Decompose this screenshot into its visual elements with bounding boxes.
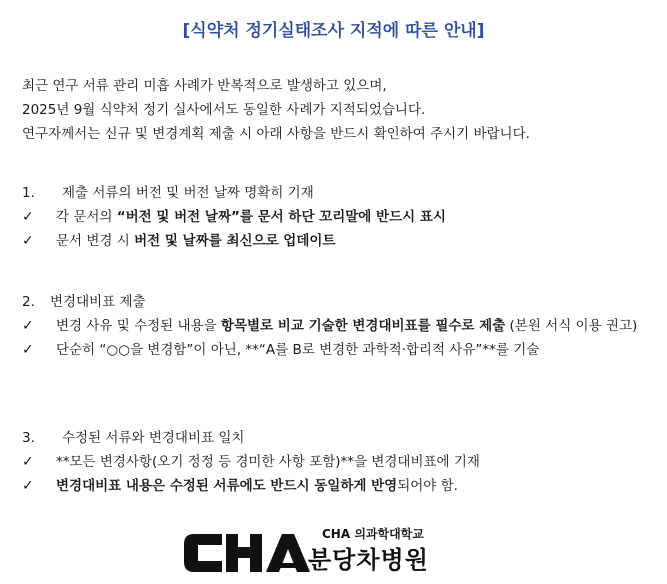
- list-item: [22, 229, 662, 253]
- item-text: 변경 사유 및 수정된 내용을 항목별로 비교 기술한 변경대비표를 필수로 제출 (본원 서식 이용 권고): [56, 318, 638, 334]
- checkmark-icon: ✓: [22, 342, 34, 358]
- section-1: [22, 181, 662, 253]
- logo-subtitle: CHA 의과학대학교: [322, 527, 424, 541]
- section-title: 변경대비표 제출: [50, 294, 146, 310]
- intro-line: 2025년 9월 식약처 정기 실사에서도 동일한 사례가 지적되었습니다.: [22, 102, 426, 118]
- section-number: 2.: [22, 294, 35, 310]
- list-item: [22, 314, 662, 338]
- checkmark-icon: ✓: [22, 233, 34, 249]
- list-item: [22, 338, 662, 362]
- page-title: [식약처 정기실태조사 지적에 따른 안내]: [182, 21, 485, 41]
- list-item: [22, 205, 662, 229]
- list-item: [22, 474, 662, 498]
- checkmark-icon: ✓: [22, 478, 34, 494]
- section-2: [22, 290, 662, 362]
- checkmark-icon: ✓: [22, 318, 34, 334]
- item-text: 단순히 “○○을 변경함”이 아닌, **“A를 B로 변경한 과학적·합리적 사유”**를 기술: [56, 342, 540, 358]
- checkmark-icon: ✓: [22, 454, 34, 470]
- item-text: 변경대비표 내용은 수정된 서류에도 반드시 동일하게 반영되어야 함.: [56, 478, 458, 494]
- section-title: 제출 서류의 버전 및 버전 날짜 명확히 기재: [62, 185, 314, 201]
- intro-line: 최근 연구 서류 관리 미흡 사례가 반복적으로 발생하고 있으며,: [22, 78, 387, 94]
- item-text: 각 문서의 “버전 및 버전 날짜”를 문서 하단 꼬리말에 반드시 표시: [56, 209, 446, 225]
- intro-paragraph: [22, 74, 652, 146]
- item-text: **모든 변경사항(오기 정정 등 경미한 사항 포함)**을 변경대비표에 기재: [56, 454, 480, 470]
- intro-line: 연구자께서는 신규 및 변경계획 제출 시 아래 사항을 반드시 확인하여 주시기 바랍니다.: [22, 126, 530, 142]
- section-title: 수정된 서류와 변경대비표 일치: [62, 430, 245, 446]
- section-heading: [22, 181, 662, 205]
- section-number: 3.: [22, 430, 35, 446]
- section-heading: [22, 426, 662, 450]
- item-text: 문서 변경 시 버전 및 날짜를 최신으로 업데이트: [56, 233, 336, 249]
- list-item: [22, 450, 662, 474]
- checkmark-icon: ✓: [22, 209, 34, 225]
- section-heading: [22, 290, 662, 314]
- section-number: 1.: [22, 185, 35, 201]
- section-3: [22, 426, 662, 498]
- logo-hospital-name: 분당차병원: [308, 546, 429, 574]
